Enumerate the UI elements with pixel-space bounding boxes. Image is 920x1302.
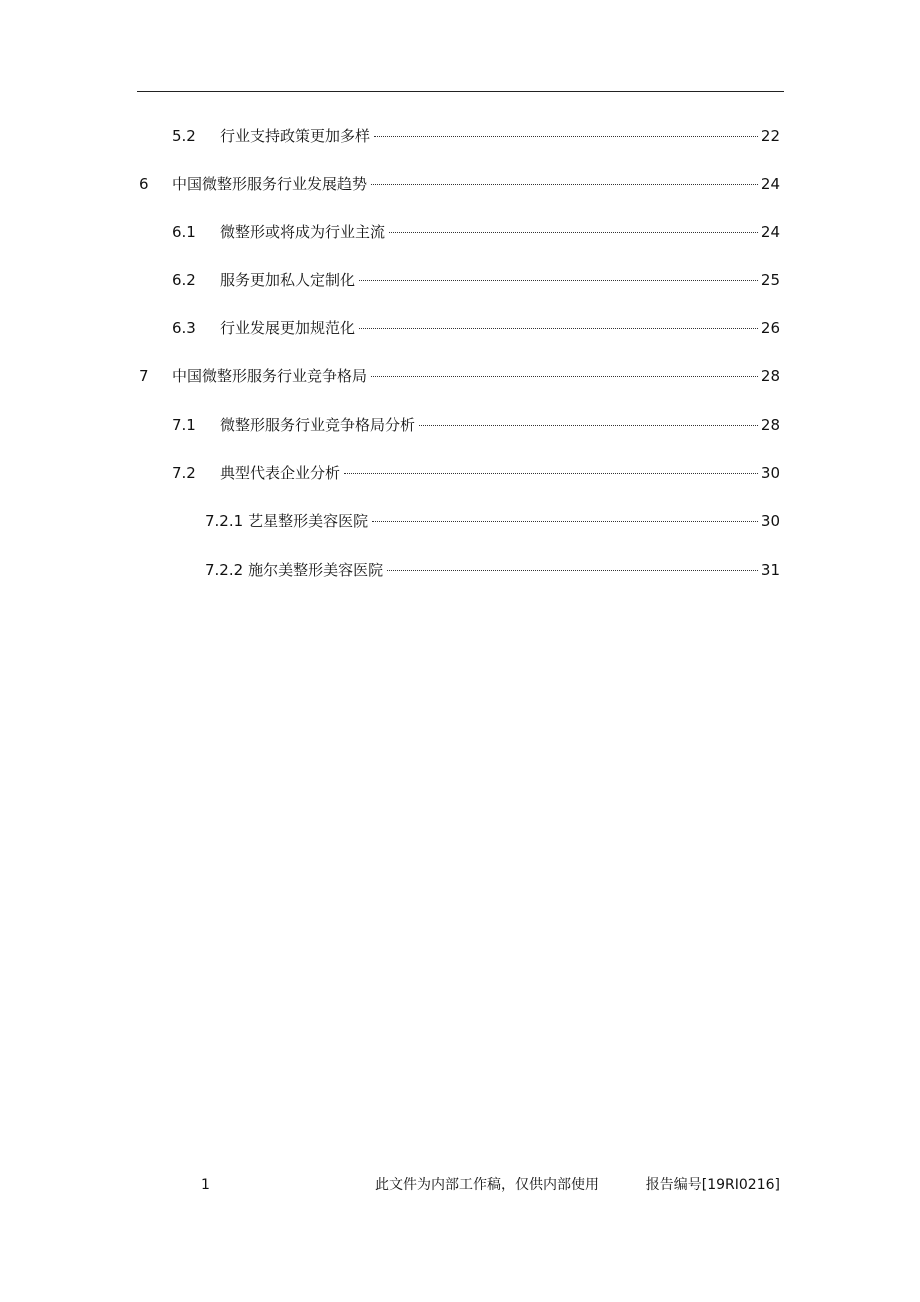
toc-entry[interactable] <box>139 364 780 388</box>
toc-dot-leader <box>359 280 758 281</box>
toc-entry-page: 22 <box>760 127 780 145</box>
header-rule <box>137 91 784 92</box>
toc-dot-leader <box>371 376 758 377</box>
toc-entry-page: 30 <box>760 512 780 530</box>
toc-entry[interactable] <box>172 413 780 437</box>
toc-entry-page: 26 <box>760 319 780 337</box>
footer-notice: 此文件为内部工作稿，仅供内部使用 <box>375 1177 599 1193</box>
toc-entry[interactable] <box>172 316 780 340</box>
toc-entry-title: 微整形服务行业竞争格局分析 <box>220 416 416 434</box>
toc-entry-number: 6.2 <box>172 271 196 289</box>
toc-entry-title: 微整形或将成为行业主流 <box>220 223 386 241</box>
toc-entry-title: 典型代表企业分析 <box>220 464 341 482</box>
toc-entry-number: 5.2 <box>172 127 196 145</box>
toc-entry-title: 中国微整形服务行业竞争格局 <box>172 367 368 385</box>
footer-report-id: 报告编号[19RI0216] <box>645 1177 780 1193</box>
toc-entry-title: 行业发展更加规范化 <box>220 319 356 337</box>
toc-entry-number: 6 <box>139 175 149 193</box>
toc-dot-leader <box>372 521 758 522</box>
toc-entry[interactable] <box>205 558 780 582</box>
toc-entry-title: 艺星整形美容医院 <box>248 512 369 530</box>
toc-entry-title: 行业支持政策更加多样 <box>220 127 371 145</box>
toc-entry-number: 7.2.1 <box>205 512 244 530</box>
toc-dot-leader <box>374 136 758 137</box>
toc-entry-page: 28 <box>760 416 780 434</box>
toc-entry[interactable] <box>172 124 780 148</box>
toc-entry-title: 施尔美整形美容医院 <box>248 561 384 579</box>
toc-entry-number: 6.3 <box>172 319 196 337</box>
toc-entry-number: 7.2.2 <box>205 561 244 579</box>
toc-entry-number: 6.1 <box>172 223 196 241</box>
toc-dot-leader <box>371 184 758 185</box>
toc-entry-number: 7 <box>139 367 149 385</box>
toc-entry-number: 7.1 <box>172 416 196 434</box>
toc-entry-page: 30 <box>760 464 780 482</box>
toc-entry-page: 24 <box>760 175 780 193</box>
toc-entry-title: 服务更加私人定制化 <box>220 271 356 289</box>
toc-entry-page: 31 <box>760 561 780 579</box>
toc-entry-page: 28 <box>760 367 780 385</box>
toc-dot-leader <box>359 328 758 329</box>
toc-entry-page: 25 <box>760 271 780 289</box>
toc-entry-title: 中国微整形服务行业发展趋势 <box>172 175 368 193</box>
toc-entry-page: 24 <box>760 223 780 241</box>
toc-dot-leader <box>389 232 758 233</box>
toc-entry[interactable] <box>172 268 780 292</box>
toc-entry[interactable] <box>172 461 780 485</box>
toc-entry[interactable] <box>172 220 780 244</box>
toc-entry-number: 7.2 <box>172 464 196 482</box>
toc-entry[interactable] <box>139 172 780 196</box>
toc-dot-leader <box>387 570 758 571</box>
footer-page-number: 1 <box>201 1177 210 1193</box>
page-footer <box>0 1172 920 1198</box>
toc-entry[interactable] <box>205 509 780 533</box>
toc-dot-leader <box>344 473 758 474</box>
toc-dot-leader <box>419 425 758 426</box>
